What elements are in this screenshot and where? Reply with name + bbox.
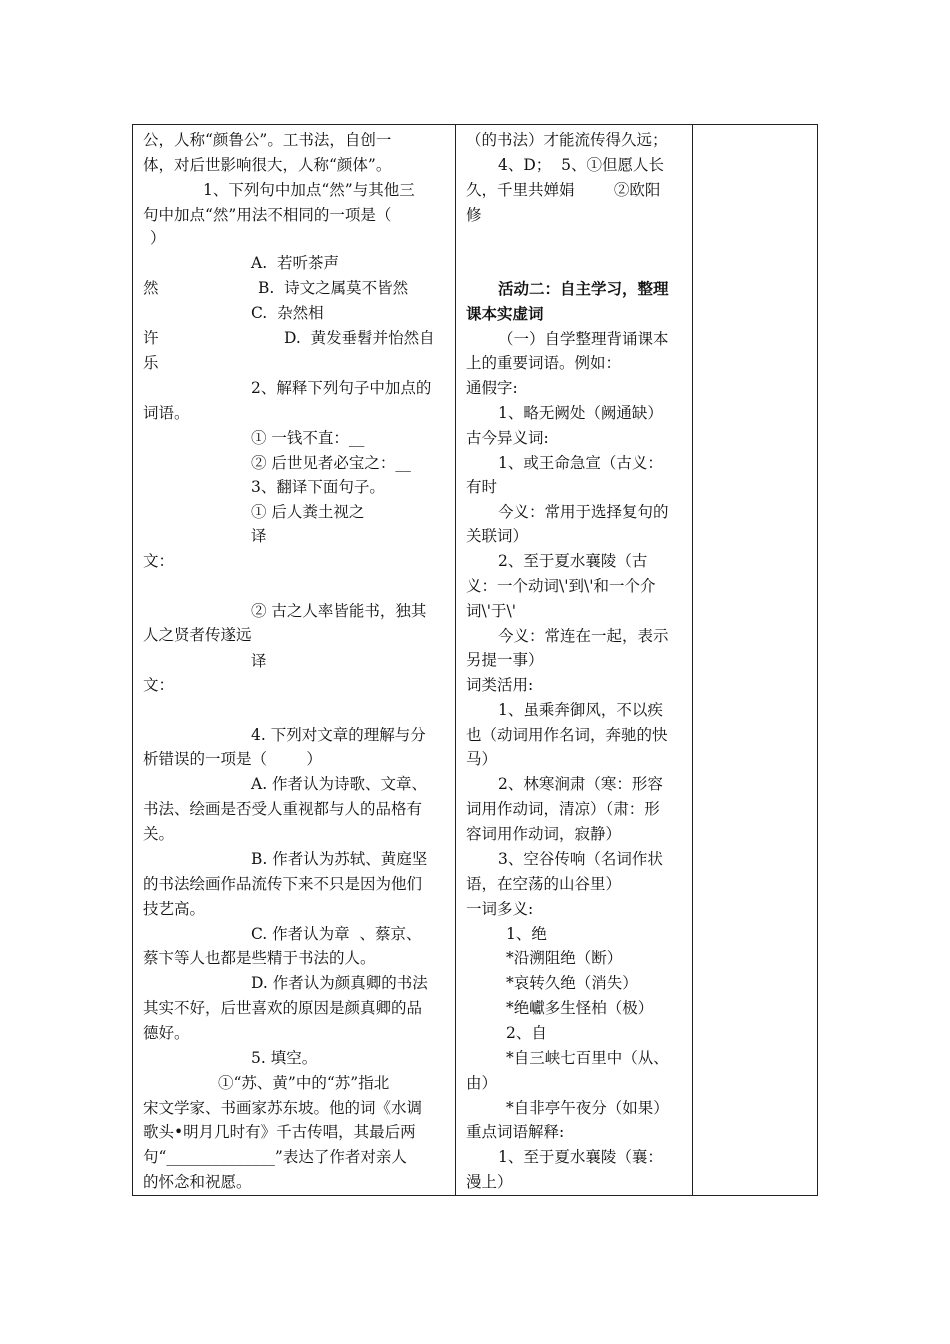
left-text-line: 的书法绘画作品流传下来不只是因为他们 — [143, 875, 423, 893]
middle-text-line: 通假字: — [466, 379, 518, 397]
middle-text-line: 另提一事） — [466, 651, 544, 669]
middle-text-line: *哀转久绝（消失） — [506, 974, 638, 992]
middle-text-line: 1、或王命急宣（古义： — [498, 454, 663, 472]
middle-text-line: 修 — [466, 206, 482, 224]
middle-text-line: *自三峡七百里中（从、 — [506, 1049, 669, 1067]
middle-text-line: 3、空谷传响（名词作状 — [498, 850, 663, 868]
column-divider — [455, 125, 456, 1195]
middle-text-line: 2、至于夏水襄陵（古 — [498, 552, 648, 570]
middle-text-line: 1、至于夏水襄陵（襄： — [498, 1148, 663, 1166]
middle-text-line: 语，在空荡的山谷里） — [466, 875, 622, 893]
middle-text-line: 容词用作动词，寂静） — [466, 825, 622, 843]
middle-text-line: *绝巘多生怪柏（极） — [506, 999, 654, 1017]
left-text-line: ① 一钱不直：__ — [251, 429, 365, 447]
left-text-line: 4. 下列对文章的理解与分 — [251, 726, 426, 744]
middle-text-line: 久，千里共婵娟 ②欧阳 — [466, 181, 661, 199]
left-text-line: ② 古之人率皆能书，独其 — [251, 602, 427, 620]
left-text-line: 公，人称“颜鲁公”。工书法，自创一 — [143, 131, 392, 149]
left-text-line: 体，对后世影响很大，人称“颜体”。 — [143, 156, 392, 174]
left-text-line: 技艺高。 — [143, 900, 206, 918]
left-text-line: 句“______________”表达了作者对亲人 — [143, 1148, 407, 1166]
left-text-line: ①“苏、黄”中的“苏”指北 — [218, 1074, 390, 1092]
left-text-line: B. 诗文之属莫不皆然 — [258, 279, 409, 297]
left-text-line: 书法、绘画是否受人重视都与人的品格有 — [143, 800, 423, 818]
left-text-line: B. 作者认为苏轼、黄庭坚 — [251, 850, 428, 868]
middle-text-line: 义：一个动词\'到\'和一个介 — [466, 577, 656, 595]
middle-text-line: 古今异义词: — [466, 429, 549, 447]
left-text-line: D. 作者认为颜真卿的书法 — [251, 974, 428, 992]
middle-text-line: 2、自 — [506, 1024, 547, 1042]
middle-text-line: 1、虽乘奔御风，不以疾 — [498, 701, 663, 719]
left-text-line: A. 若听茶声 — [251, 254, 339, 272]
document-table — [132, 124, 818, 1196]
left-text-line: C. 杂然相 — [251, 304, 324, 322]
left-text-line: 宋文学家、书画家苏东坡。他的词《水调 — [143, 1099, 423, 1117]
left-text-line: 5. 填空。 — [251, 1049, 318, 1067]
middle-text-line: 今义：常用于选择复句的 — [498, 503, 669, 521]
left-text-line: ① 后人粪土视之 — [251, 503, 365, 521]
left-text-line: 1、下列句中加点“然”与其他三 — [203, 181, 415, 199]
middle-text-line: 课本实虚词 — [466, 304, 544, 323]
left-text-line: 3、翻译下面句子。 — [251, 478, 385, 496]
left-text-line: A. 作者认为诗歌、文章、 — [251, 775, 428, 793]
left-text-line: 关。 — [143, 825, 175, 843]
left-text-line: ② 后世见者必宝之：__ — [251, 454, 411, 472]
middle-text-line: 今义：常连在一起，表示 — [498, 627, 669, 645]
left-text-line: 其实不好，后世喜欢的原因是颜真卿的品 — [143, 999, 423, 1017]
left-text-line: 蔡卞等人也都是些精于书法的人。 — [143, 949, 376, 967]
left-text-line: 德好。 — [143, 1024, 190, 1042]
middle-text-line: 1、略无阙处（阙通缺） — [498, 404, 663, 422]
middle-text-line: （的书法）才能流传得久远； — [466, 131, 668, 149]
left-text-line: 乐 — [143, 354, 159, 372]
left-text-line: ） — [150, 229, 166, 247]
middle-text-line: 重点词语解释: — [466, 1123, 565, 1141]
left-text-line: 词语。 — [143, 404, 190, 422]
left-text-line: 的怀念和祝愿。 — [143, 1173, 252, 1191]
middle-text-line: 词用作动词，清凉）（肃：形 — [466, 800, 660, 818]
left-text-line: 句中加点“然”用法不相同的一项是（ — [143, 206, 392, 224]
middle-text-line: 词类活用: — [466, 676, 534, 694]
middle-text-line: 关联词） — [466, 527, 529, 545]
middle-text-line: 也（动词用作名词，奔驰的快 — [466, 726, 668, 744]
left-text-line: 文： — [143, 676, 175, 694]
left-text-line: 文： — [143, 552, 175, 570]
middle-text-line: 由） — [466, 1074, 498, 1092]
middle-text-line: 有时 — [466, 478, 498, 496]
middle-text-line: 漫上） — [466, 1173, 513, 1191]
left-text-line: 译 — [251, 527, 267, 545]
middle-text-line: 1、绝 — [506, 925, 547, 943]
left-text-line: 析错误的一项是（ ） — [143, 750, 322, 768]
middle-text-line: 2、林寒涧肃（寒：形容 — [498, 775, 663, 793]
left-text-line: 然 — [143, 279, 159, 297]
middle-text-line: （一）自学整理背诵课本 — [498, 330, 669, 348]
middle-text-line: *沿溯阻绝（断） — [506, 949, 623, 967]
left-text-line: 歌头•明月几时有》千古传唱，其最后两 — [143, 1123, 416, 1141]
left-text-line: C. 作者认为章 、蔡京、 — [251, 925, 422, 943]
left-text-line: 许 — [143, 329, 159, 347]
column-divider — [692, 125, 693, 1195]
left-text-line: 人之贤者传遂远 — [143, 626, 252, 644]
middle-text-line: 活动二：自主学习，整理 — [498, 279, 669, 298]
middle-text-line: *自非亭午夜分（如果） — [506, 1099, 669, 1117]
middle-text-line: 上的重要词语。例如： — [466, 354, 622, 372]
middle-text-line: 马） — [466, 750, 498, 768]
middle-text-line: 一词多义: — [466, 900, 534, 918]
middle-text-line: 词\'于\' — [466, 602, 516, 620]
left-text-line: D. 黄发垂髫并怡然自 — [284, 329, 435, 347]
left-text-line: 译 — [251, 652, 267, 670]
left-text-line: 2、解释下列句子中加点的 — [251, 379, 432, 397]
middle-text-line: 4、D； 5、①但愿人长 — [498, 156, 665, 174]
